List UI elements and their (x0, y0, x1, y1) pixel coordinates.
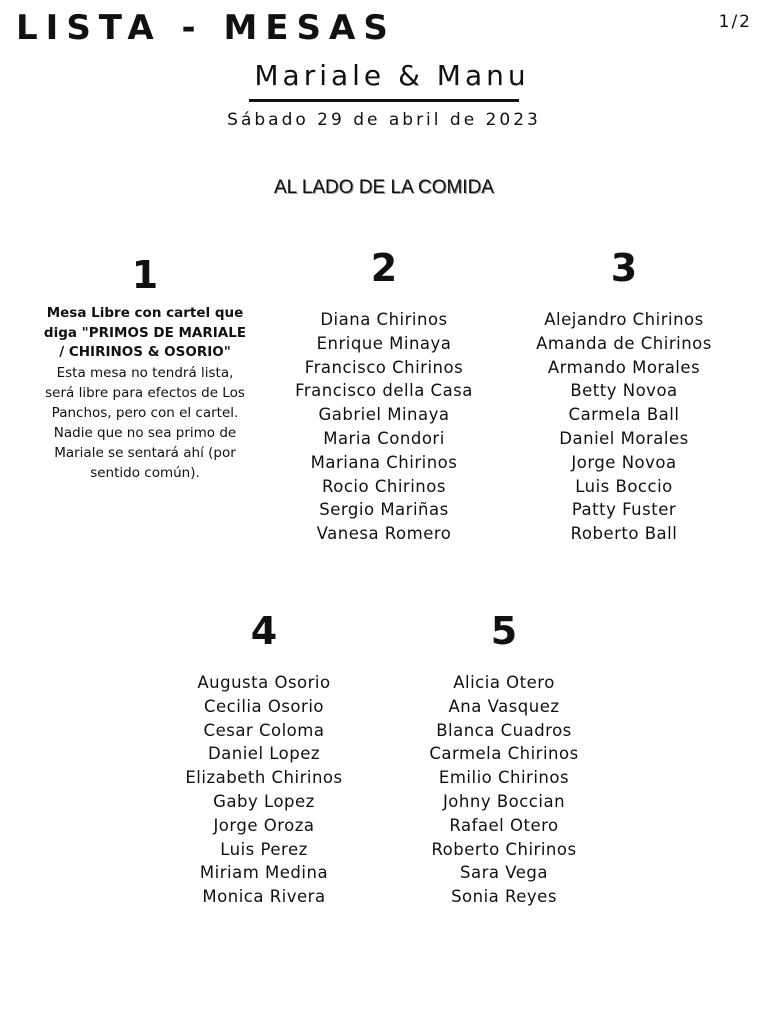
guest-list (504, 308, 744, 546)
guest-name: Sara Vega (460, 863, 548, 883)
guest-name: Gaby Lopez (213, 791, 315, 811)
table-2-block (264, 245, 504, 546)
guest-name: Rafael Otero (449, 815, 559, 835)
guest-name: Betty Novoa (570, 381, 678, 401)
guest-name: Maria Condori (323, 428, 445, 448)
guest-name: Luis Perez (220, 839, 308, 859)
table-number: 1 (131, 253, 159, 297)
guest-name: Diana Chirinos (320, 310, 448, 329)
guest-name: Johny Boccian (442, 791, 566, 811)
table-3-block (504, 245, 744, 546)
guest-name: Sonia Reyes (451, 887, 557, 907)
guest-name: Patty Fuster (571, 500, 677, 520)
guest-name: Ana Vasquez (448, 696, 560, 716)
guest-name: Daniel Morales (559, 428, 689, 448)
guest-name: Monica Rivera (202, 887, 326, 907)
guest-name: Amanda de Chirinos (536, 333, 712, 353)
guest-name: Miriam Medina (199, 863, 329, 883)
guest-name: Alejandro Chirinos (544, 310, 704, 329)
guest-name: Roberto Ball (570, 524, 678, 544)
guest-name: Armando Morales (547, 357, 701, 377)
guest-name: Vanesa Romero (316, 524, 452, 544)
guest-name: Mariana Chirinos (310, 452, 458, 472)
event-date: Sábado 29 de abril de 2023 (227, 110, 541, 130)
guest-name: Daniel Lopez (207, 744, 321, 764)
couple-names: Mariale & Manu (254, 59, 530, 92)
table-1-note-title: Mesa Libre con cartel que diga "PRIMOS DE MARIALE / CHIRINOS & OSORIO" (43, 305, 247, 360)
guest-name: Francisco della Casa (295, 381, 473, 401)
guest-name: Alicia Otero (453, 673, 555, 692)
guest-name: Sergio Mariñas (319, 500, 449, 520)
section-heading: AL LADO DE LA COMIDA (274, 177, 494, 198)
page-number: 1/2 (718, 12, 752, 32)
guest-name: Jorge Oroza (213, 815, 315, 835)
table-number: 5 (490, 609, 518, 653)
table-1-block (40, 252, 250, 483)
guest-name: Augusta Osorio (197, 673, 331, 692)
guest-name: Cesar Coloma (203, 720, 325, 740)
guest-name: Roberto Chirinos (431, 839, 577, 859)
table-number: 2 (370, 246, 398, 290)
table-4-block (144, 608, 384, 909)
guest-name: Blanca Cuadros (436, 720, 572, 740)
guest-name: Jorge Novoa (571, 452, 677, 472)
guest-name: Gabriel Minaya (318, 405, 450, 425)
guest-name: Carmela Chirinos (429, 744, 579, 764)
guest-name: Elizabeth Chirinos (185, 768, 343, 788)
guest-list (384, 671, 624, 909)
guest-name: Luis Boccio (575, 476, 673, 496)
guest-name: Enrique Minaya (316, 333, 452, 353)
guest-name: Emilio Chirinos (438, 768, 570, 788)
guest-name: Carmela Ball (568, 405, 680, 425)
table-1-note-text: Esta mesa no tendrá lista, será libre para efectos de Los Panchos, pero con el cartel. Nadie que no sea primo de Mariale se sentará ahí (por sentido común). (45, 364, 245, 481)
guest-name: Cecilia Osorio (204, 696, 324, 716)
guest-list (144, 671, 384, 909)
table-5-block (384, 608, 624, 909)
guest-name: Rocio Chirinos (322, 476, 446, 496)
table-number: 3 (610, 246, 638, 290)
document-title: LISTA - MESAS (16, 8, 396, 48)
title-divider (249, 99, 519, 102)
table-number: 4 (250, 609, 278, 653)
guest-list (264, 308, 504, 546)
guest-name: Francisco Chirinos (304, 357, 464, 377)
